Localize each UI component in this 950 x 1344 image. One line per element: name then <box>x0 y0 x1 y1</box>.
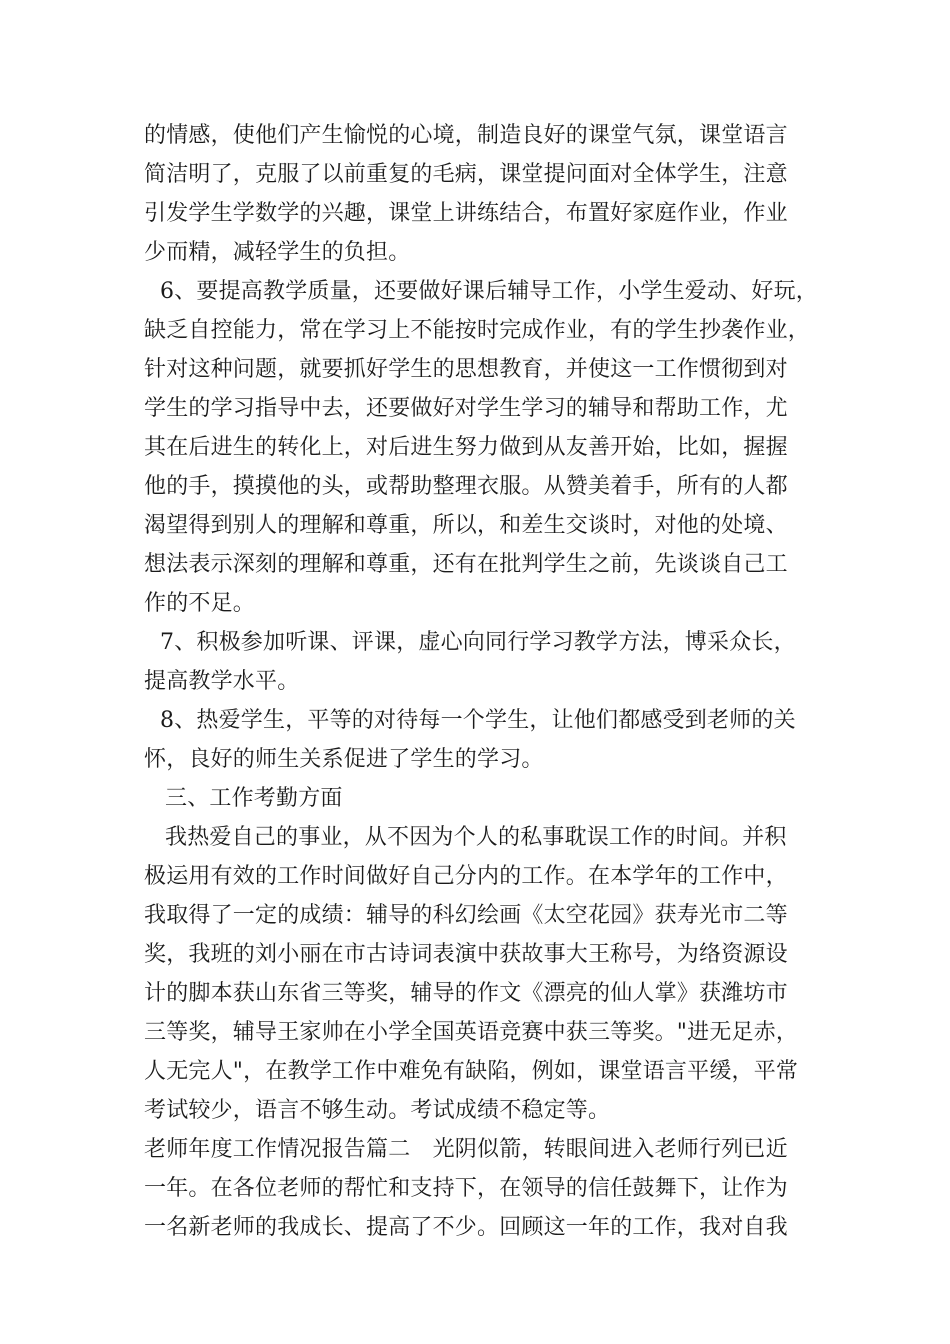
text-line: 渴望得到别人的理解和尊重，所以，和差生交谈时，对他的处境、 <box>144 513 788 538</box>
text-line: 7、积极参加听课、评课，虚心向同行学习教学方法，博采众长， <box>160 630 796 655</box>
text-line: 其在后进生的转化上，对后进生努力做到从友善开始，比如，握握 <box>144 435 788 460</box>
text-line: 我取得了一定的成绩：辅导的科幻绘画《太空花园》获寿光市二等 <box>144 903 788 928</box>
text-line: 简洁明了，克服了以前重复的毛病，课堂提问面对全体学生，注意 <box>144 162 788 187</box>
text-line: 8、热爱学生，平等的对待每一个学生，让他们都感受到老师的关 <box>160 708 796 733</box>
text-line: 我热爱自己的事业，从不因为个人的私事耽误工作的时间。并积 <box>165 825 787 850</box>
text-line: 学生的学习指导中去，还要做好对学生学习的辅导和帮助工作，尤 <box>144 396 788 421</box>
text-line: 老师年度工作情况报告篇二 光阴似箭，转眼间进入老师行列已近 <box>144 1137 788 1162</box>
text-line: 6、要提高教学质量，还要做好课后辅导工作，小学生爱动、好玩， <box>160 279 818 304</box>
text-line: 少而精，减轻学生的负担。 <box>144 240 411 265</box>
text-line: 奖，我班的刘小丽在市古诗词表演中获故事大王称号，为络资源设 <box>144 942 788 967</box>
text-line: 一年。在各位老师的帮忙和支持下，在领导的信任鼓舞下，让作为 <box>144 1176 788 1201</box>
text-line: 想法表示深刻的理解和尊重，还有在批判学生之前，先谈谈自己工 <box>144 552 788 577</box>
text-line: 怀，良好的师生关系促进了学生的学习。 <box>144 747 544 772</box>
text-line: 缺乏自控能力，常在学习上不能按时完成作业，有的学生抄袭作业， <box>144 318 811 343</box>
text-line: 提高教学水平。 <box>144 669 300 694</box>
text-line: 作的不足。 <box>144 591 256 616</box>
text-line: 一名新老师的我成长、提高了不少。回顾这一年的工作，我对自我 <box>144 1215 788 1240</box>
text-line: 的情感，使他们产生愉悦的心境，制造良好的课堂气氛，课堂语言 <box>144 123 788 148</box>
section-heading: 三、工作考勤方面 <box>165 786 343 811</box>
text-line: 计的脚本获山东省三等奖，辅导的作文《漂亮的仙人掌》获潍坊市 <box>144 981 788 1006</box>
text-line: 针对这种问题，就要抓好学生的思想教育，并使这一工作惯彻到对 <box>144 357 788 382</box>
text-line: 引发学生学数学的兴趣，课堂上讲练结合，布置好家庭作业，作业 <box>144 201 788 226</box>
text-line: 人无完人"，在教学工作中难免有缺陷，例如，课堂语言平缓，平常 <box>144 1059 799 1084</box>
text-line: 极运用有效的工作时间做好自己分内的工作。在本学年的工作中， <box>144 864 788 889</box>
text-line: 他的手，摸摸他的头，或帮助整理衣服。从赞美着手，所有的人都 <box>144 474 788 499</box>
text-line: 考试较少，语言不够生动。考试成绩不稳定等。 <box>144 1098 611 1123</box>
text-line: 三等奖，辅导王家帅在小学全国英语竞赛中获三等奖。"进无足赤， <box>144 1020 799 1045</box>
